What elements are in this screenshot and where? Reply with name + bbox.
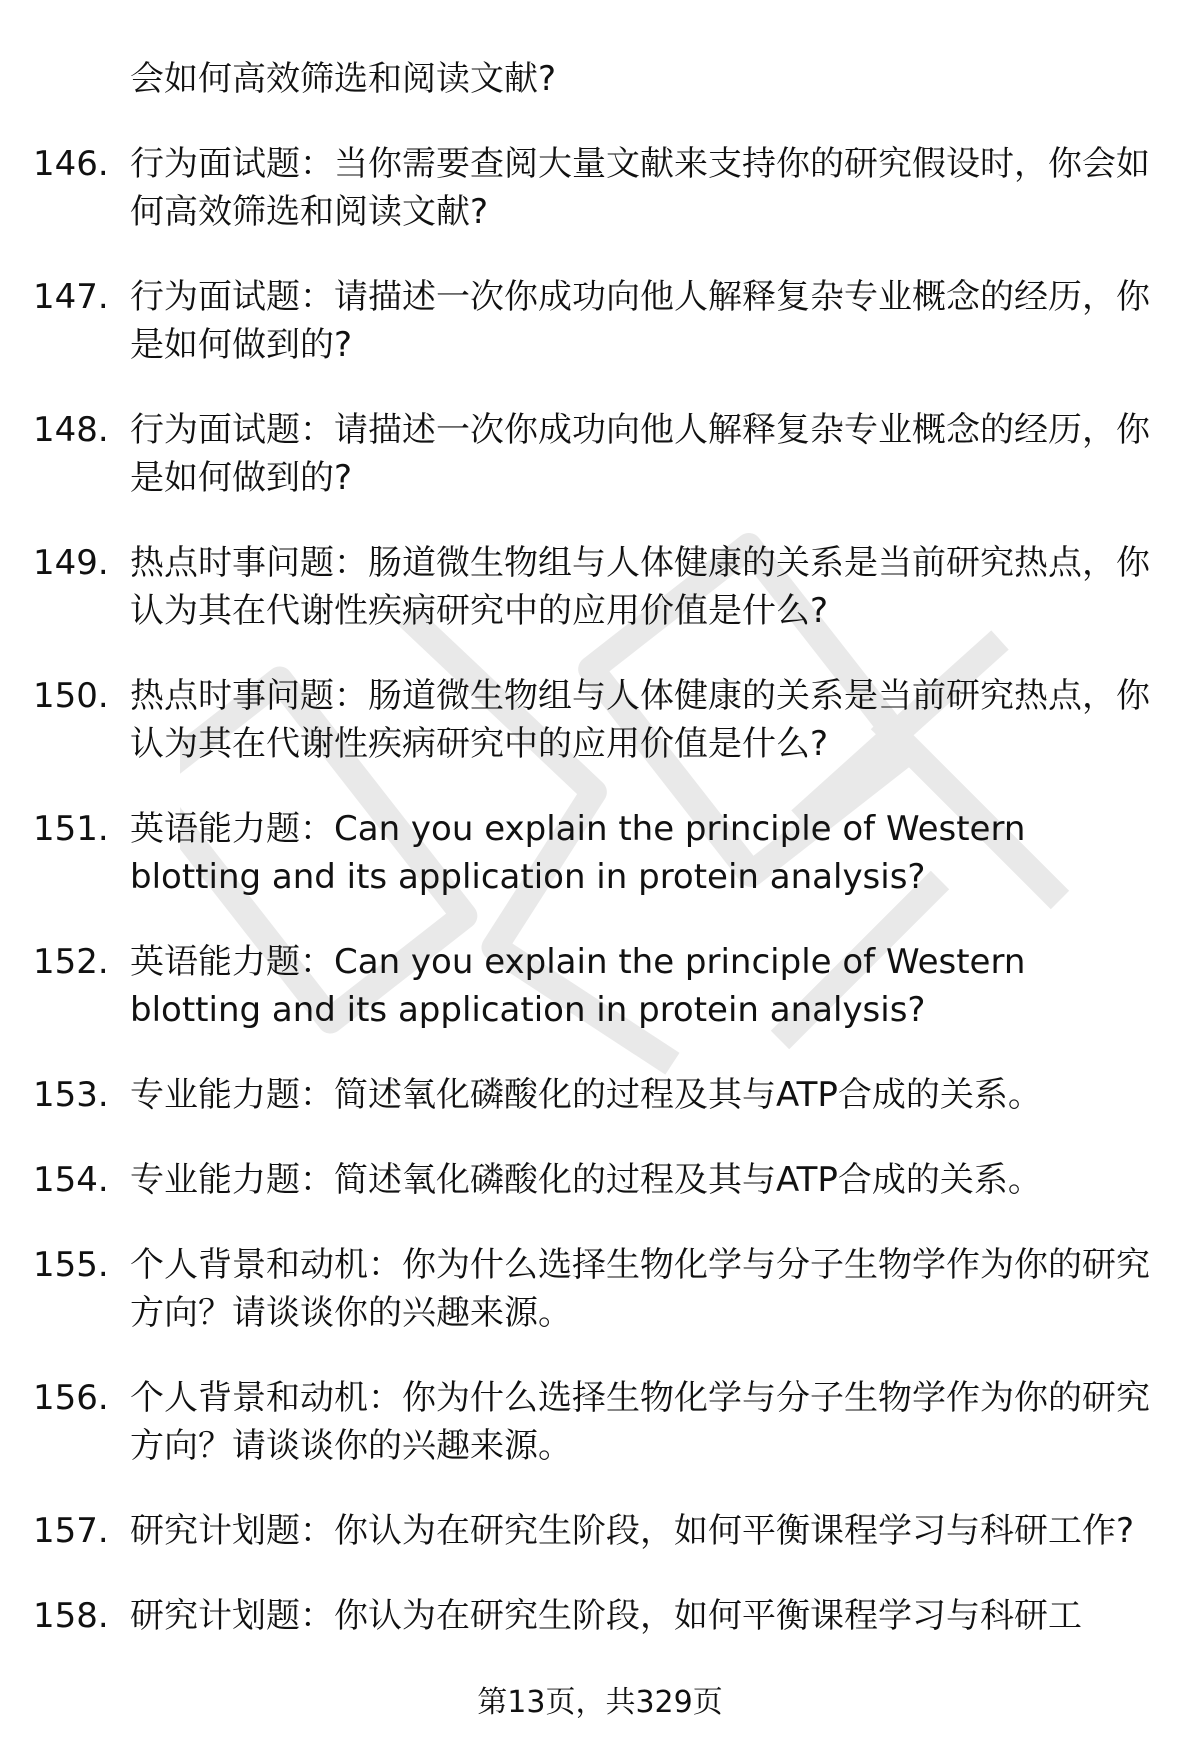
question-number: 157.: [33, 1511, 109, 1551]
list-item: [0, 1241, 1200, 1337]
question-number: 150.: [33, 676, 109, 716]
page-footer: 第13页，共329页: [477, 1685, 723, 1720]
list-item: [0, 406, 1200, 502]
question-number: 149.: [33, 543, 109, 583]
list-item: [0, 539, 1200, 635]
question-number: 147.: [33, 277, 109, 317]
question-text: 行为面试题：请描述一次你成功向他人解释复杂专业概念的经历，你是如何做到的?: [130, 277, 1150, 365]
question-text: 英语能力题：Can you explain the principle of Western blotting and its application in protein analysis?: [130, 809, 1026, 897]
question-number: 154.: [33, 1160, 109, 1200]
list-item: [0, 672, 1200, 768]
question-text: 英语能力题：Can you explain the principle of Western blotting and its application in protein analysis?: [130, 942, 1026, 1030]
question-number: 155.: [33, 1245, 109, 1285]
question-number: 158.: [33, 1596, 109, 1636]
question-text: 专业能力题：简述氧化磷酸化的过程及其与ATP合成的关系。: [130, 1075, 1042, 1115]
question-number: 153.: [33, 1075, 109, 1115]
question-text: 研究计划题：你认为在研究生阶段，如何平衡课程学习与科研工: [130, 1596, 1082, 1636]
question-number: 152.: [33, 942, 109, 982]
list-item: [0, 1592, 1200, 1640]
question-text: 行为面试题：当你需要查阅大量文献来支持你的研究假设时，你会如何高效筛选和阅读文献?: [130, 144, 1150, 232]
question-text: 专业能力题：简述氧化磷酸化的过程及其与ATP合成的关系。: [130, 1160, 1042, 1200]
question-text: 行为面试题：请描述一次你成功向他人解释复杂专业概念的经历，你是如何做到的?: [130, 410, 1150, 498]
question-text: 热点时事问题：肠道微生物组与人体健康的关系是当前研究热点，你认为其在代谢性疾病研究中的应用价值是什么?: [130, 543, 1150, 631]
continued-question-text: 会如何高效筛选和阅读文献?: [130, 59, 557, 99]
list-item: [0, 805, 1200, 901]
list-item: [0, 1507, 1200, 1555]
list-item: [0, 1156, 1200, 1204]
question-text: 研究计划题：你认为在研究生阶段，如何平衡课程学习与科研工作?: [130, 1511, 1135, 1551]
question-text: 个人背景和动机：你为什么选择生物化学与分子生物学作为你的研究方向？请谈谈你的兴趣来源。: [130, 1378, 1150, 1466]
list-item: [0, 1374, 1200, 1470]
question-number: 151.: [33, 809, 109, 849]
question-number: 148.: [33, 410, 109, 450]
question-list: [0, 140, 1200, 1640]
list-item: [0, 1071, 1200, 1119]
question-text: 个人背景和动机：你为什么选择生物化学与分子生物学作为你的研究方向？请谈谈你的兴趣来源。: [130, 1245, 1150, 1333]
list-item: [0, 938, 1200, 1034]
question-number: 156.: [33, 1378, 109, 1418]
list-item: [0, 140, 1200, 236]
list-item: [0, 273, 1200, 369]
question-text: 热点时事问题：肠道微生物组与人体健康的关系是当前研究热点，你认为其在代谢性疾病研究中的应用价值是什么?: [130, 676, 1150, 764]
question-number: 146.: [33, 144, 109, 184]
